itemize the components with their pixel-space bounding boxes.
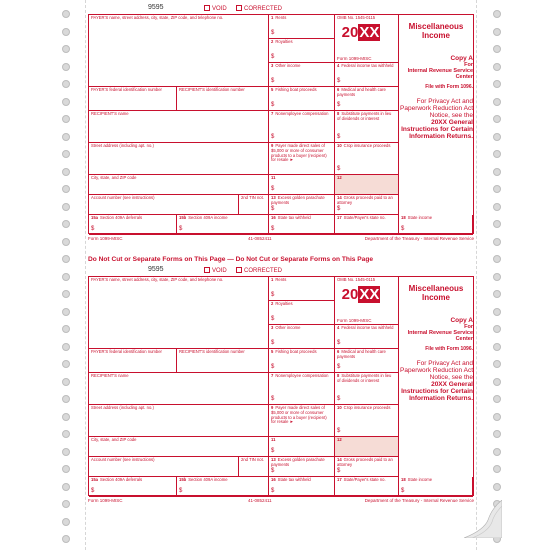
tractor-feed-hole [62, 80, 70, 88]
box-10-crop[interactable] [335, 405, 399, 437]
box-label: Nonemployee compensation [275, 373, 329, 378]
dollar-sign: $ [271, 102, 275, 109]
box-label: Crop insurance proceeds [343, 405, 391, 410]
tractor-feed-hole [493, 45, 501, 53]
form-code: 9595 [148, 4, 164, 11]
dollar-sign: $ [271, 488, 275, 495]
tractor-feed-hole [62, 535, 70, 543]
box-number: 5 [271, 349, 274, 354]
left-tractor-strip [46, 0, 86, 550]
box-6-medical[interactable] [335, 349, 399, 373]
dollar-sign: $ [337, 340, 341, 347]
second-tin-field[interactable] [239, 195, 269, 215]
box-number: 15b [179, 477, 187, 482]
box-label: PAYER'S name, street address, city, state, ZIP code, and telephone no. [91, 15, 224, 20]
tax-year [339, 25, 383, 41]
copy-label: Copy A [450, 316, 473, 324]
box-number: 11 [271, 175, 276, 180]
dollar-sign: $ [337, 166, 341, 173]
tractor-feed-hole [493, 360, 501, 368]
box-number: 5 [271, 87, 274, 92]
dollar-sign: $ [271, 134, 275, 141]
tractor-feed-hole [62, 395, 70, 403]
dollar-sign: $ [337, 78, 341, 85]
year-suffix: XX [359, 286, 380, 303]
box-label: Crop insurance proceeds [343, 143, 391, 148]
city-state-zip-field[interactable] [89, 175, 269, 195]
box-label: City, state, and ZIP code [91, 175, 137, 180]
tractor-feed-hole [62, 203, 70, 211]
payer-name-field[interactable] [89, 277, 269, 349]
year-suffix: XX [359, 24, 380, 41]
box-label: Substitute payments in lieu of dividends or interest [337, 111, 392, 121]
void-checkbox[interactable] [204, 5, 227, 12]
omb-number: OMB No. 1545-0115 [337, 277, 376, 282]
tractor-feed-hole [62, 273, 70, 281]
tractor-feed-hole [493, 395, 501, 403]
box-label: Excess golden parachute payments [271, 457, 325, 467]
account-number-field[interactable] [89, 457, 239, 477]
recipient-id[interactable] [177, 349, 269, 373]
box-number: 13 [271, 457, 276, 462]
tractor-feed-hole [493, 220, 501, 228]
tractor-feed-hole [62, 360, 70, 368]
dollar-sign: $ [337, 468, 341, 475]
for-label: For [464, 323, 473, 330]
tractor-feed-hole [493, 133, 501, 141]
dollar-sign: $ [271, 54, 275, 61]
box-15a-deferrals[interactable] [89, 477, 177, 497]
copy-label: Copy A [450, 54, 473, 62]
box-label: Fishing boat proceeds [275, 349, 317, 354]
box-number: 14 [337, 195, 342, 200]
form-title-column [399, 277, 473, 497]
dollar-sign: $ [271, 206, 275, 213]
box-15b-income[interactable] [177, 477, 269, 497]
box-label: Rents [275, 15, 287, 20]
dollar-sign: $ [271, 396, 275, 403]
irs-center: Internal Revenue Service Center [407, 329, 473, 342]
dollar-sign: $ [401, 226, 405, 233]
corrected-label: CORRECTED [244, 268, 283, 274]
tractor-feed-hole [62, 133, 70, 141]
file-with: File with Form 1096. [425, 83, 473, 90]
dollar-sign: $ [271, 340, 275, 347]
box-16-state-tax[interactable] [269, 477, 335, 497]
box-number: 6 [337, 87, 340, 92]
tractor-feed-hole [493, 63, 501, 71]
tax-year [339, 287, 383, 303]
box-number: 2 [271, 301, 274, 306]
box-17-state-no[interactable] [335, 477, 399, 497]
box-3-other-income[interactable] [269, 325, 335, 349]
box-number: 3 [271, 63, 274, 68]
tractor-feed-hole [493, 150, 501, 158]
tractor-feed-hole [493, 325, 501, 333]
box-1-rents[interactable] [269, 277, 335, 301]
box-label: PAYER'S federal identification number [91, 349, 162, 354]
tractor-feed-hole [62, 255, 70, 263]
box-label: State income [407, 215, 433, 220]
corrected-checkbox[interactable] [236, 5, 282, 12]
box-number: 12 [337, 175, 342, 180]
box-12[interactable] [335, 437, 399, 457]
box-number: 16 [271, 477, 276, 482]
box-14-attorney[interactable] [335, 457, 399, 477]
tractor-feed-hole [493, 203, 501, 211]
box-4-federal-tax[interactable] [335, 63, 399, 87]
box-14-attorney[interactable] [335, 195, 399, 215]
form-code: 9595 [148, 266, 164, 273]
dollar-sign: $ [337, 102, 341, 109]
dollar-sign: $ [179, 226, 183, 233]
tractor-feed-hole [493, 28, 501, 36]
box-number: 15a [91, 477, 98, 482]
box-label: PAYER'S federal identification number [91, 87, 162, 92]
box-number: 8 [337, 111, 340, 116]
dollar-sign: $ [337, 428, 341, 435]
dollar-sign: $ [271, 364, 275, 371]
box-label: Section 409A income [188, 477, 228, 482]
tractor-feed-hole [493, 273, 501, 281]
irs-center: Internal Revenue Service Center [407, 67, 473, 80]
box-label: 2nd TIN not. [241, 195, 264, 200]
dollar-sign: $ [337, 206, 341, 213]
page-curl-icon [464, 500, 502, 538]
recipient-name-field[interactable] [89, 373, 269, 405]
tractor-feed-hole [493, 80, 501, 88]
footer-department: Department of the Treasury - Internal Revenue Service [364, 498, 474, 503]
box-label: State/Payer's state no. [343, 477, 386, 482]
form-title: Miscellaneous Income [408, 22, 464, 40]
dollar-sign: $ [271, 316, 275, 323]
box-label: Section 409A deferrals [100, 477, 143, 482]
tractor-feed-hole [493, 378, 501, 386]
recipient-name-field[interactable] [89, 111, 269, 143]
box-7-nonemployee[interactable] [269, 111, 335, 143]
form-1099-misc-sheet [88, 4, 474, 259]
box-label: Gross proceeds paid to an attorney [337, 457, 393, 467]
box-label: RECIPIENT'S identification number [179, 349, 245, 354]
footer-form-name: Form 1099-MISC [88, 236, 123, 241]
payer-federal-id[interactable] [89, 87, 177, 111]
street-address-field[interactable] [89, 143, 269, 175]
box-label: Federal income tax withheld [341, 325, 394, 330]
box-number: 17 [337, 477, 342, 482]
form-footer [88, 498, 474, 503]
box-number: 18 [401, 477, 406, 482]
tractor-feed-hole [62, 465, 70, 473]
box-label: Other income [275, 325, 301, 330]
box-13-golden-parachute[interactable] [269, 457, 335, 477]
tractor-feed-hole [62, 343, 70, 351]
dollar-sign: $ [271, 30, 275, 37]
dollar-sign: $ [271, 186, 275, 193]
year-prefix: 20 [341, 286, 359, 303]
city-state-zip-field[interactable] [89, 437, 269, 457]
box-label: 2nd TIN not. [241, 457, 264, 462]
box-number: 1 [271, 277, 274, 282]
tractor-feed-hole [62, 63, 70, 71]
box-18-state-income[interactable] [399, 215, 473, 235]
tractor-feed-hole [493, 483, 501, 491]
box-number: 18 [401, 215, 406, 220]
box-label: Medical and health care payments [337, 349, 386, 359]
tractor-feed-hole [493, 448, 501, 456]
tractor-feed-hole [62, 238, 70, 246]
privacy-notice: For Privacy Act and Paperwork Reduction Act Notice, see the [400, 97, 473, 119]
dollar-sign: $ [337, 396, 341, 403]
form-title-column [399, 15, 473, 235]
dollar-sign: $ [401, 488, 405, 495]
tractor-feed-hole [62, 448, 70, 456]
box-label: Payer made direct sales of $5,000 or more of consumer products to a buyer (recipient) for resale ► [271, 143, 327, 163]
box-label: Gross proceeds paid to an attorney [337, 195, 393, 205]
cut-warning: Do Not Cut or Separate Forms on This Page — Do Not Cut or Separate Forms on This Page [88, 256, 374, 263]
tractor-feed-hole [62, 185, 70, 193]
account-number-field[interactable] [89, 195, 239, 215]
box-label: Account number (see instructions) [91, 195, 155, 200]
box-number: 15a [91, 215, 98, 220]
box-number: 10 [337, 405, 342, 410]
footer-cat-number: 41-0852411 [248, 236, 272, 241]
box-number: 14 [337, 457, 342, 462]
tractor-feed-hole [493, 290, 501, 298]
payer-federal-id[interactable] [89, 349, 177, 373]
box-11[interactable] [269, 437, 335, 457]
omb-number: OMB No. 1545-0115 [337, 15, 376, 20]
tractor-feed-hole [493, 10, 501, 18]
instructions-ref: 20XX General Instructions for Certain Information Returns. [401, 118, 473, 140]
box-number: 3 [271, 325, 274, 330]
box-label: Rents [275, 277, 287, 282]
footer-cat-number: 41-0852411 [248, 498, 272, 503]
form-header-line [88, 4, 474, 14]
dollar-sign: $ [271, 226, 275, 233]
box-label: Account number (see instructions) [91, 457, 155, 462]
dollar-sign: $ [337, 134, 341, 141]
tractor-feed-hole [62, 150, 70, 158]
box-label: Royalties [275, 301, 293, 306]
dollar-sign: $ [271, 292, 275, 299]
box-number: 12 [337, 437, 342, 442]
box-15b-income[interactable] [177, 215, 269, 235]
box-label: Payer made direct sales of $5,000 or more of consumer products to a buyer (recipient) for resale ► [271, 405, 327, 425]
box-number: 10 [337, 143, 342, 148]
box-1-rents[interactable] [269, 15, 335, 39]
box-label: Excess golden parachute payments [271, 195, 325, 205]
recipient-id[interactable] [177, 87, 269, 111]
box-label: Substitute payments in lieu of dividends or interest [337, 373, 392, 383]
tractor-feed-hole [493, 238, 501, 246]
tractor-feed-hole [62, 378, 70, 386]
tractor-feed-hole [62, 168, 70, 176]
box-number: 9 [271, 143, 274, 148]
box-6-medical[interactable] [335, 87, 399, 111]
right-tractor-strip [476, 0, 516, 550]
dollar-sign: $ [271, 448, 275, 455]
form-footer [88, 236, 474, 241]
box-15a-deferrals[interactable] [89, 215, 177, 235]
box-label: Federal income tax withheld [341, 63, 394, 68]
payer-name-field[interactable] [89, 15, 269, 87]
corrected-label: CORRECTED [244, 6, 283, 12]
tractor-feed-hole [62, 115, 70, 123]
file-with: File with Form 1096. [425, 345, 473, 352]
tractor-feed-hole [493, 465, 501, 473]
tractor-feed-hole [62, 483, 70, 491]
street-address-field[interactable] [89, 405, 269, 437]
box-number: 6 [337, 349, 340, 354]
box-number: 7 [271, 373, 274, 378]
footer-department: Department of the Treasury - Internal Revenue Service [364, 236, 474, 241]
box-label: Section 409A income [188, 215, 228, 220]
tractor-feed-hole [493, 168, 501, 176]
box-12[interactable] [335, 175, 399, 195]
box-10-crop[interactable] [335, 143, 399, 175]
box-number: 16 [271, 215, 276, 220]
tractor-feed-hole [493, 98, 501, 106]
instructions-ref: 20XX General Instructions for Certain Information Returns. [401, 380, 473, 402]
tractor-feed-hole [62, 98, 70, 106]
box-16-state-tax[interactable] [269, 215, 335, 235]
box-label: Nonemployee compensation [275, 111, 329, 116]
box-label: RECIPIENT'S name [91, 111, 129, 116]
box-4-federal-tax[interactable] [335, 325, 399, 349]
privacy-notice: For Privacy Act and Paperwork Reduction Act Notice, see the [400, 359, 473, 381]
box-number: 4 [337, 325, 340, 330]
box-label: Section 409A deferrals [100, 215, 143, 220]
box-number: 7 [271, 111, 274, 116]
tractor-feed-hole [493, 343, 501, 351]
tractor-feed-hole [493, 115, 501, 123]
dollar-sign: $ [271, 78, 275, 85]
box-label: Medical and health care payments [337, 87, 386, 97]
box-17-state-no[interactable] [335, 215, 399, 235]
form-grid [88, 14, 474, 234]
tractor-feed-hole [62, 518, 70, 526]
omb-cell [335, 15, 399, 63]
form-name-small: Form 1099-MISC [337, 55, 372, 61]
dollar-sign: $ [91, 488, 95, 495]
box-2-royalties[interactable] [269, 301, 335, 325]
box-13-golden-parachute[interactable] [269, 195, 335, 215]
dollar-sign: $ [179, 488, 183, 495]
tractor-feed-hole [62, 430, 70, 438]
box-7-nonemployee[interactable] [269, 373, 335, 405]
box-label: State income [407, 477, 433, 482]
footer-form-name: Form 1099-MISC [88, 498, 123, 503]
box-number: 11 [271, 437, 276, 442]
box-label: Street address (including apt. no.) [91, 143, 154, 148]
box-label: RECIPIENT'S name [91, 373, 129, 378]
box-label: RECIPIENT'S identification number [179, 87, 245, 92]
box-number: 9 [271, 405, 274, 410]
dollar-sign: $ [337, 364, 341, 371]
omb-cell [335, 277, 399, 325]
form-1099-misc-sheet [88, 266, 474, 521]
tractor-feed-hole [62, 413, 70, 421]
box-label: State/Payer's state no. [343, 215, 386, 220]
box-label: Other income [275, 63, 301, 68]
tractor-feed-hole [62, 220, 70, 228]
form-name-small: Form 1099-MISC [337, 317, 372, 323]
dollar-sign: $ [271, 468, 275, 475]
year-prefix: 20 [341, 24, 359, 41]
tractor-feed-hole [62, 45, 70, 53]
void-label: VOID [212, 6, 227, 12]
box-number: 2 [271, 39, 274, 44]
box-number: 4 [337, 63, 340, 68]
box-number: 15b [179, 215, 187, 220]
box-11[interactable] [269, 175, 335, 195]
form-grid [88, 276, 474, 496]
box-9-direct-sales[interactable] [269, 143, 335, 175]
tractor-feed-hole [62, 325, 70, 333]
form-title: Miscellaneous Income [408, 284, 464, 302]
box-label: Street address (including apt. no.) [91, 405, 154, 410]
tractor-feed-hole [493, 185, 501, 193]
box-18-state-income[interactable] [399, 477, 473, 497]
tractor-feed-hole [62, 500, 70, 508]
box-number: 8 [337, 373, 340, 378]
box-2-royalties[interactable] [269, 39, 335, 63]
tractor-feed-hole [62, 308, 70, 316]
void-checkbox[interactable] [204, 267, 227, 274]
box-3-other-income[interactable] [269, 63, 335, 87]
box-9-direct-sales[interactable] [269, 405, 335, 437]
tractor-feed-hole [62, 290, 70, 298]
tractor-feed-hole [493, 255, 501, 263]
void-label: VOID [212, 268, 227, 274]
tractor-feed-hole [62, 10, 70, 18]
for-label: For [464, 61, 473, 68]
box-number: 1 [271, 15, 274, 20]
box-5-fishing[interactable] [269, 87, 335, 111]
box-label: Royalties [275, 39, 293, 44]
dollar-sign: $ [91, 226, 95, 233]
tractor-feed-hole [493, 413, 501, 421]
box-5-fishing[interactable] [269, 349, 335, 373]
form-header-line [88, 266, 474, 276]
box-label: PAYER'S name, street address, city, state, ZIP code, and telephone no. [91, 277, 224, 282]
box-label: City, state, and ZIP code [91, 437, 137, 442]
box-8-substitute[interactable] [335, 111, 399, 143]
box-number: 17 [337, 215, 342, 220]
tractor-feed-hole [62, 28, 70, 36]
box-number: 13 [271, 195, 276, 200]
tractor-feed-hole [493, 430, 501, 438]
box-label: State tax withheld [277, 477, 311, 482]
box-label: State tax withheld [277, 215, 311, 220]
second-tin-field[interactable] [239, 457, 269, 477]
box-label: Fishing boat proceeds [275, 87, 317, 92]
tractor-feed-hole [493, 308, 501, 316]
box-8-substitute[interactable] [335, 373, 399, 405]
corrected-checkbox[interactable] [236, 267, 282, 274]
